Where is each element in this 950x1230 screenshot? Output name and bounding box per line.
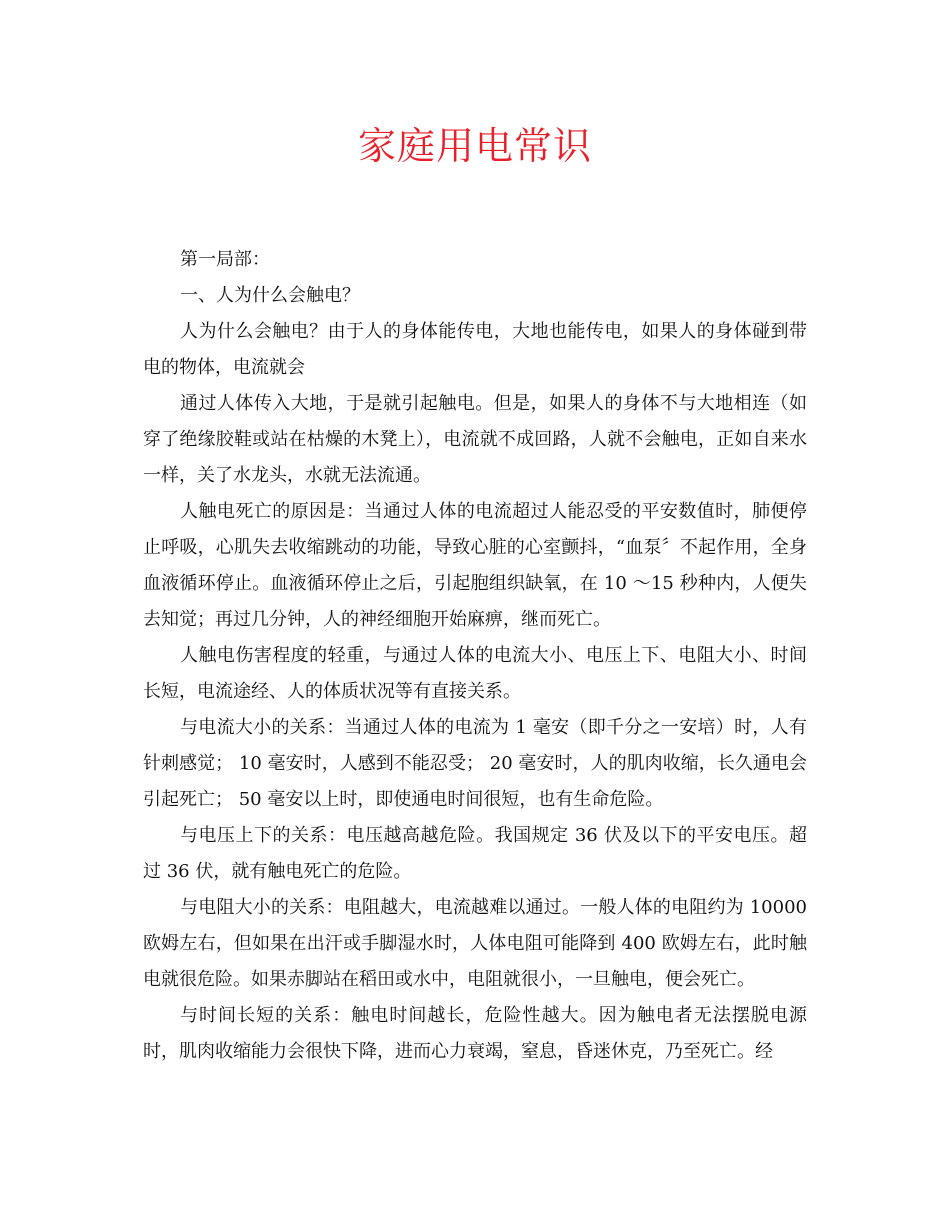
paragraph: 与电流大小的关系：当通过人体的电流为 1 毫安（即千分之一安培）时，人有针刺感觉； 10 毫安时，人感到不能忍受； 20 毫安时，人的肌肉收缩，长久通电会引起死亡； 50 毫安以上时，即使通电时间很短，也有生命危险。 [143,717,807,810]
document-body [143,242,807,1070]
question-heading: 一、人为什么会触电？ [180,285,360,306]
paragraph: 与时间长短的关系：触电时间越长，危险性越大。因为触电者无法摆脱电源时，肌肉收缩能力会很快下降，进而心力衰竭，窒息，昏迷休克，乃至死亡。经 [143,1005,807,1062]
paragraph: 与电阻大小的关系：电阻越大，电流越难以通过。一般人体的电阻约为 10000 欧姆左右，但如果在出汗或手脚湿水时，人体电阻可能降到 400 欧姆左右，此时触电就很危险。如果赤脚站在稻田或水中，电阻就很小，一旦触电，便会死亡。 [143,897,807,990]
paragraph: 通过人体传入大地，于是就引起触电。但是，如果人的身体不与大地相连（如穿了绝缘胶鞋或站在枯燥的木凳上），电流就不成回路，人就不会触电，正如自来水一样，关了水龙头，水就无法流通。 [143,393,807,486]
section-heading: 第一局部： [180,249,270,270]
paragraph: 人为什么会触电？由于人的身体能传电，大地也能传电，如果人的身体碰到带电的物体，电流就会 [143,321,807,378]
paragraph: 人触电死亡的原因是：当通过人体的电流超过人能忍受的平安数值时，肺便停止呼吸，心肌失去收缩跳动的功能，导致心脏的心室颤抖，“血泵〞不起作用，全身血液循环停止。血液循环停止之后，引起胞组织缺氧，在 10 ～15 秒种内，人便失去知觉；再过几分钟，人的神经细胞开始麻痹，继而死亡。 [143,501,807,630]
document-title: 家庭用电常识 [357,124,592,168]
paragraph: 人触电伤害程度的轻重，与通过人体的电流大小、电压上下、电阻大小、时间长短，电流途经、人的体质状况等有直接关系。 [143,645,807,702]
paragraph: 与电压上下的关系：电压越高越危险。我国规定 36 伏及以下的平安电压。超过 36 伏，就有触电死亡的危险。 [143,825,807,882]
